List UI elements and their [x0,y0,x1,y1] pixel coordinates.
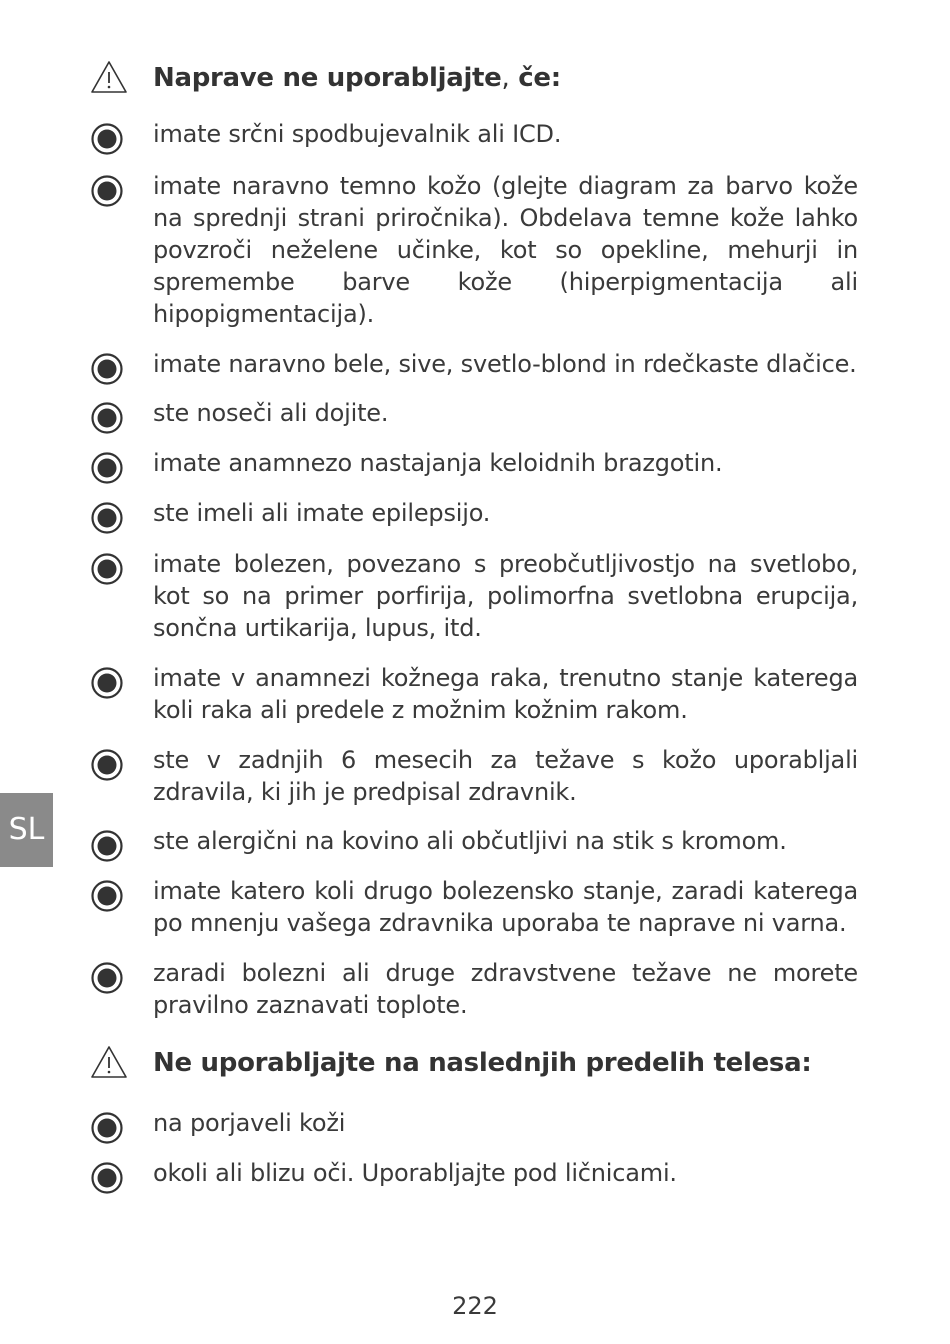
radio-bullet-icon [90,1161,124,1195]
radio-bullet-icon [90,666,124,700]
list-item-text: imate naravno bele, sive, svetlo-blond in rdečkaste dlačice. [153,350,857,378]
list-item-text: ste alergični na kovino ali občutljivi na stik s kromom. [153,827,787,855]
radio-bullet-icon [90,174,124,208]
radio-bullet-icon [90,1111,124,1145]
list-item-text: imate katero koli drugo bolezensko stanje, zaradi katerega po mnenju vašega zdravnika uporaba te naprave ni varna. [153,877,858,937]
radio-bullet-icon [90,879,124,913]
language-tab: SL [0,793,53,867]
section-heading-body-areas [90,1045,870,1085]
list-item-text: ste imeli ali imate epilepsijo. [153,499,491,527]
radio-bullet-icon [90,122,124,156]
radio-bullet-icon [90,501,124,535]
radio-bullet-icon [90,552,124,586]
radio-bullet-icon [90,352,124,386]
list-item-text: na porjaveli koži [153,1109,346,1137]
list-item-text: imate bolezen, povezano s preobčutljivostjo na svetlobo, kot so na primer porfirija, polimorfna svetlobna erupcija, sončna urtikarija, lupus, itd. [153,550,858,642]
list-item-text: okoli ali blizu oči. Uporabljajte pod ličnicami. [153,1159,677,1187]
section-heading-text: Ne uporabljajte na naslednjih predelih telesa: [153,1048,812,1078]
radio-bullet-icon [90,829,124,863]
radio-bullet-icon [90,961,124,995]
list-item-text: imate naravno temno kožo (glejte diagram za barvo kože na sprednji strani priročnika). Obdelava temne kože lahko povzroči neželene učinke, kot so opekline, mehurji in spremembe barve kože (hiperpigmentacija ali hipopigmentacija). [153,172,858,328]
list-item-text: ste v zadnjih 6 mesecih za težave s kožo uporabljali zdravila, ki jih je predpisal zdravnik. [153,746,858,806]
list-item-text: ste noseči ali dojite. [153,399,389,427]
list-item-text: imate srčni spodbujevalnik ali ICD. [153,120,562,148]
section-heading-contraindications [90,60,870,100]
page-number: 222 [452,1292,498,1320]
list-item-text: imate anamnezo nastajanja keloidnih brazgotin. [153,449,723,477]
warning-triangle-icon [90,60,128,94]
radio-bullet-icon [90,748,124,782]
section-heading-text: Naprave ne uporabljajte, če: [153,63,561,93]
list-item-text: imate v anamnezi kožnega raka, trenutno stanje katerega koli raka ali predele z možnim kožnim rakom. [153,664,858,724]
list-item-text: zaradi bolezni ali druge zdravstvene težave ne morete pravilno zaznavati toplote. [153,959,858,1019]
radio-bullet-icon [90,451,124,485]
radio-bullet-icon [90,401,124,435]
warning-triangle-icon [90,1045,128,1079]
